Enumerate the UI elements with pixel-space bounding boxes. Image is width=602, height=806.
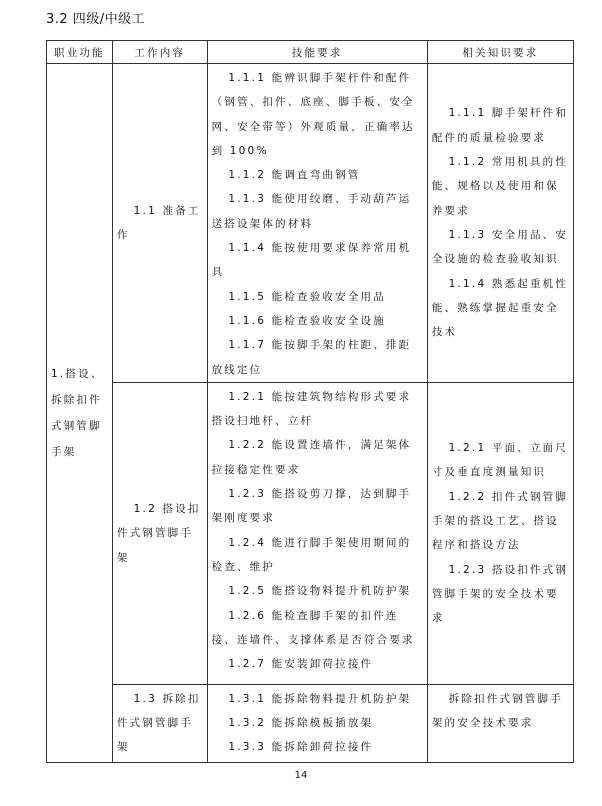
skills-cell — [207, 382, 427, 684]
knowledge-item: 1.2.2 扣件式钢管脚手架的搭设工艺、搭设程序和搭设方法 — [431, 490, 569, 552]
knowledge-item: 1.1.4 熟悉起重机性能、熟练掌握起重安全技术 — [431, 277, 569, 339]
content-cell — [112, 64, 207, 383]
skills-table — [46, 40, 574, 763]
skills-cell — [207, 64, 427, 383]
skill-item: 1.1.4 能按使用要求保养常用机具 — [211, 242, 412, 279]
knowledge-cell — [427, 64, 573, 383]
content-cell — [112, 382, 207, 684]
header-function: 职业功能 — [47, 41, 113, 64]
skill-item: 1.3.2 能拆除模板插放架 — [228, 717, 374, 730]
skill-item: 1.2.1 能按建筑物结构形式要求搭设扫地杆、立杆 — [211, 390, 412, 428]
knowledge-item: 1.2.1 平面、立面尺寸及垂直度测量知识 — [431, 442, 569, 479]
skill-item: 1.1.5 能检查验收安全用品 — [228, 290, 386, 303]
content-text: 1.2 搭设扣件式钢管脚手架 — [116, 502, 201, 564]
skill-item: 1.1.1 能辨识脚手架杆件和配件（钢管、扣件、底座、脚手板、安全网、安全带等）外观质量，正确率达到 100% — [211, 72, 415, 157]
function-text: 1.搭设、拆除扣件式钢管脚手架 — [51, 367, 104, 458]
skill-item: 1.2.6 能检查脚手架的扣件连接、连墙件、支撑体系是否符合要求 — [211, 609, 415, 646]
skill-item: 1.2.4 能进行脚手架使用期间的检查、维护 — [211, 536, 412, 573]
table-row — [47, 382, 574, 684]
skill-item: 1.2.5 能搭设物料提升机防护架 — [228, 585, 412, 598]
knowledge-item: 拆除扣件式钢管脚手架的安全技术要求 — [431, 692, 563, 730]
knowledge-item: 1.2.3 搭设扣件式钢管脚手架的安全技术要求 — [431, 563, 569, 625]
skill-item: 1.2.3 能搭设剪刀撑，达到脚手架刚度要求 — [211, 488, 412, 525]
header-skills: 技能要求 — [207, 41, 427, 64]
content-cell — [112, 684, 207, 762]
knowledge-cell — [427, 382, 573, 684]
skill-item: 1.3.1 能拆除物料提升机防护架 — [228, 692, 412, 705]
table-header-row — [47, 41, 574, 64]
knowledge-item: 1.1.3 安全用品、安全设施的检查验收知识 — [431, 228, 569, 266]
skill-item: 1.1.2 能调直弯曲钢管 — [228, 169, 361, 182]
skill-item: 1.2.7 能安装卸荷拉接件 — [228, 658, 374, 671]
skill-item: 1.1.6 能检查验收安全设施 — [228, 314, 386, 327]
page-number: 14 — [294, 770, 308, 781]
header-knowledge: 相关知识要求 — [427, 41, 573, 64]
table-row — [47, 64, 574, 383]
skill-item: 1.1.3 能使用绞磨、手动葫芦运送搭设架体的材料 — [211, 193, 412, 230]
content-text: 1.1 准备工作 — [116, 204, 201, 241]
table-row — [47, 684, 574, 762]
knowledge-item: 1.1.2 常用机具的性能、规格以及使用和保养要求 — [431, 156, 569, 217]
section-heading: 3.2 四级/中级工 — [46, 12, 146, 27]
knowledge-cell — [427, 684, 573, 762]
skill-item: 1.1.7 能按脚手架的柱距、排距放线定位 — [211, 339, 412, 376]
header-content: 工作内容 — [112, 41, 207, 64]
skills-cell — [207, 684, 427, 762]
function-cell — [47, 64, 113, 763]
skill-item: 1.3.3 能拆除卸荷拉接件 — [228, 741, 374, 754]
content-text: 1.3 拆除扣件式钢管脚手架 — [116, 692, 201, 754]
skill-item: 1.2.2 能设置连墙件，满足架体拉接稳定性要求 — [211, 439, 412, 476]
knowledge-item: 1.1.1 脚手架杆件和配件的质量检验要求 — [431, 107, 569, 144]
